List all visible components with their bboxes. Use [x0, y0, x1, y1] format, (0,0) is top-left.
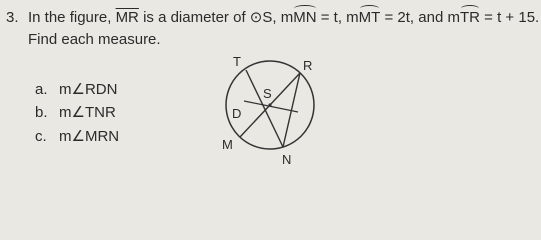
- item-text: m∠RDN: [59, 81, 118, 98]
- label-r: R: [303, 58, 313, 73]
- item-text: m∠TNR: [59, 104, 116, 121]
- label-n: N: [282, 152, 292, 167]
- arc3-value: = t + 15.: [484, 9, 540, 26]
- label-s: S: [263, 86, 272, 101]
- arc1-prefix: m: [280, 9, 294, 26]
- problem-middle: is a diameter of: [143, 9, 246, 26]
- item-text: m∠MRN: [59, 128, 120, 145]
- arc-tr: TR: [459, 9, 480, 26]
- segment-ds: [244, 101, 298, 112]
- arc1-value: = t,: [320, 9, 342, 26]
- label-d: D: [232, 106, 242, 121]
- item-letter: c.: [35, 128, 47, 145]
- arc3-prefix: m: [447, 9, 460, 26]
- center-point: [268, 103, 271, 106]
- and-text: and: [418, 9, 444, 26]
- item-letter: a.: [35, 81, 48, 98]
- arc2-prefix: m: [346, 9, 359, 26]
- arc-mt: MT: [358, 9, 381, 26]
- label-t: T: [233, 54, 241, 69]
- problem-number: 3.: [6, 9, 19, 26]
- circle-name: S,: [262, 9, 277, 26]
- diameter-segment: MR: [115, 9, 139, 26]
- instruction-text: Find each measure.: [28, 31, 161, 48]
- chord-tn: [246, 70, 283, 147]
- arc2-value: = 2t,: [384, 9, 415, 26]
- item-letter: b.: [35, 104, 48, 121]
- circle-symbol: ⊙: [249, 9, 263, 26]
- problem-prefix: In the figure,: [28, 9, 112, 26]
- arc-mn: MN: [293, 9, 317, 26]
- label-m: M: [222, 137, 233, 152]
